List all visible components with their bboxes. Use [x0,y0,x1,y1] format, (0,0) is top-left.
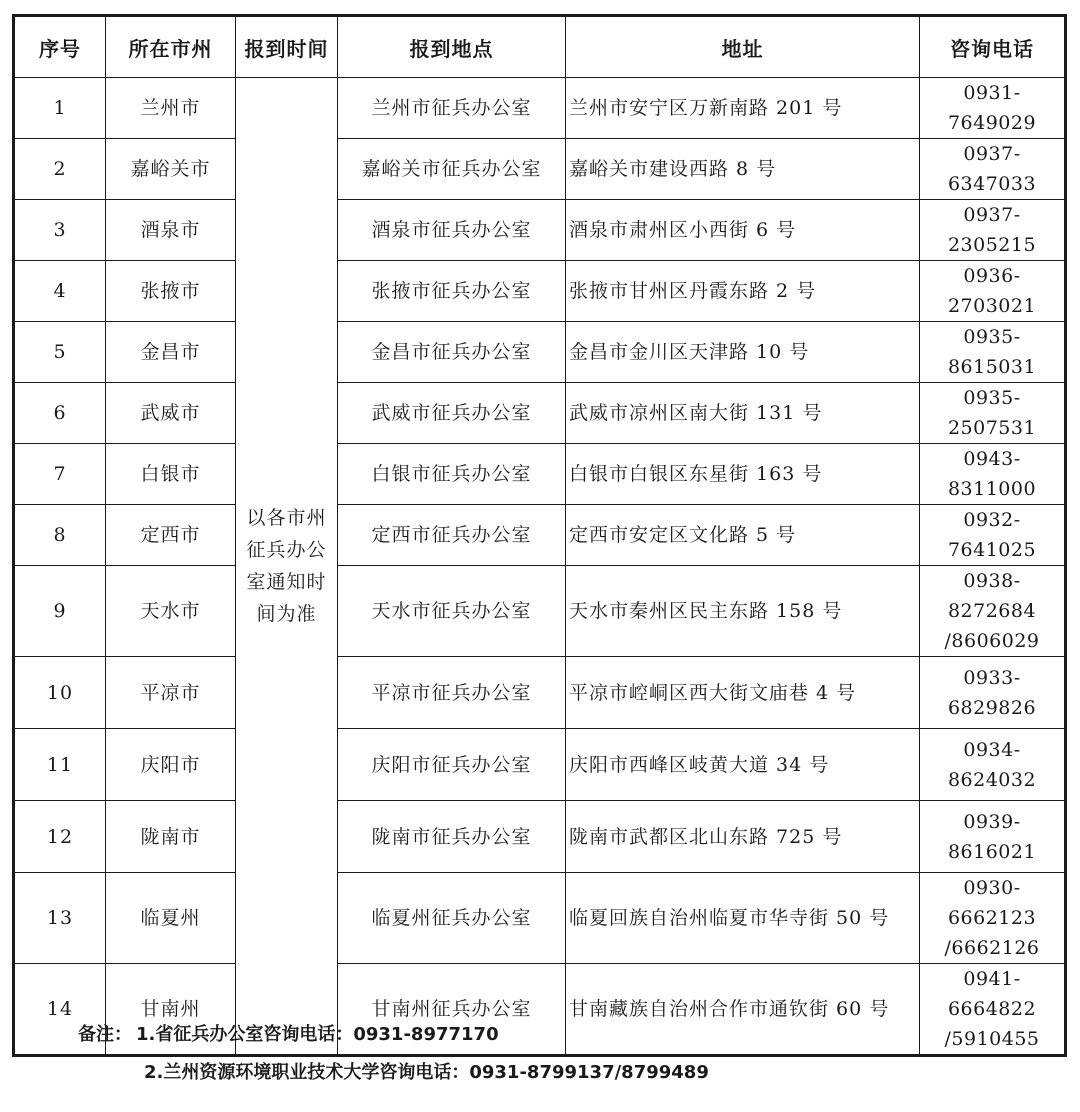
table-row [14,801,1066,873]
row-number: 2 [14,139,106,200]
row-report-place: 白银市征兵办公室 [338,444,566,505]
table-row [14,873,1066,964]
row-city: 临夏州 [106,873,236,964]
row-address: 武威市凉州区南大街 131 号 [566,383,920,444]
row-report-place: 平凉市征兵办公室 [338,657,566,729]
row-address: 兰州市安宁区万新南路 201 号 [566,78,920,139]
table-row [14,139,1066,200]
row-phone: 0943-8311000 [920,444,1066,505]
header-report-place: 报到地点 [338,16,566,78]
row-phone: 0935-8615031 [920,322,1066,383]
row-report-place: 武威市征兵办公室 [338,383,566,444]
row-report-place: 陇南市征兵办公室 [338,801,566,873]
note-line-1 [78,1020,499,1046]
row-phone: 0937-2305215 [920,200,1066,261]
row-report-place: 嘉峪关市征兵办公室 [338,139,566,200]
header-number: 序号 [14,16,106,78]
row-address: 庆阳市西峰区岐黄大道 34 号 [566,729,920,801]
row-number: 3 [14,200,106,261]
row-city: 陇南市 [106,801,236,873]
row-number: 8 [14,505,106,566]
row-phone: 0936-2703021 [920,261,1066,322]
recruitment-table [12,14,1067,1057]
notes-section [0,1010,1080,1112]
row-phone: 0935-2507531 [920,383,1066,444]
row-city: 定西市 [106,505,236,566]
report-time-cell: 以各市州征兵办公室通知时间为准 [236,78,338,1056]
row-city: 天水市 [106,566,236,657]
row-number: 7 [14,444,106,505]
table-row [14,566,1066,657]
row-report-place: 甘南州征兵办公室 [338,964,566,1056]
row-address: 甘南藏族自治州合作市通钦街 60 号 [566,964,920,1056]
row-number: 1 [14,78,106,139]
note-line-2: 2.兰州资源环境职业技术大学咨询电话：0931-8799137/8799489 [144,1062,709,1083]
row-city: 平凉市 [106,657,236,729]
row-phone: 0931-7649029 [920,78,1066,139]
row-report-place: 定西市征兵办公室 [338,505,566,566]
table-body [14,78,1066,1056]
table-row [14,444,1066,505]
row-address: 临夏回族自治州临夏市华寺街 50 号 [566,873,920,964]
header-phone: 咨询电话 [920,16,1066,78]
row-report-place: 兰州市征兵办公室 [338,78,566,139]
row-phone: 0934-8624032 [920,729,1066,801]
row-phone: 0932-7641025 [920,505,1066,566]
row-address: 金昌市金川区天津路 10 号 [566,322,920,383]
table-row [14,657,1066,729]
row-city: 甘南州 [106,964,236,1056]
header-address: 地址 [566,16,920,78]
row-address: 嘉峪关市建设西路 8 号 [566,139,920,200]
row-number: 12 [14,801,106,873]
row-address: 天水市秦州区民主东路 158 号 [566,566,920,657]
row-number: 6 [14,383,106,444]
row-city: 兰州市 [106,78,236,139]
table-row [14,729,1066,801]
row-address: 陇南市武都区北山东路 725 号 [566,801,920,873]
row-phone: 0939-8616021 [920,801,1066,873]
row-number: 10 [14,657,106,729]
row-phone: 0937-6347033 [920,139,1066,200]
row-report-place: 金昌市征兵办公室 [338,322,566,383]
row-number: 4 [14,261,106,322]
row-city: 武威市 [106,383,236,444]
row-city: 白银市 [106,444,236,505]
row-city: 酒泉市 [106,200,236,261]
row-address: 白银市白银区东星街 163 号 [566,444,920,505]
table-row [14,78,1066,139]
row-report-place: 庆阳市征兵办公室 [338,729,566,801]
table-row [14,383,1066,444]
row-phone: 0938-8272684 /8606029 [920,566,1066,657]
header-report-time: 报到时间 [236,16,338,78]
row-number: 9 [14,566,106,657]
header-city: 所在市州 [106,16,236,78]
row-phone: 0933-6829826 [920,657,1066,729]
row-address: 酒泉市肃州区小西街 6 号 [566,200,920,261]
row-city: 金昌市 [106,322,236,383]
row-city: 嘉峪关市 [106,139,236,200]
table-row [14,505,1066,566]
row-report-place: 张掖市征兵办公室 [338,261,566,322]
row-city: 张掖市 [106,261,236,322]
note-province-phone: 1.省征兵办公室咨询电话：0931-8977170 [136,1024,499,1045]
table-row [14,200,1066,261]
row-number: 14 [14,964,106,1056]
row-report-place: 天水市征兵办公室 [338,566,566,657]
row-address: 张掖市甘州区丹霞东路 2 号 [566,261,920,322]
row-address: 定西市安定区文化路 5 号 [566,505,920,566]
table-row [14,322,1066,383]
table-row [14,261,1066,322]
row-report-place: 临夏州征兵办公室 [338,873,566,964]
notes-label: 备注： [78,1024,132,1045]
row-phone: 0941-6664822 /5910455 [920,964,1066,1056]
row-number: 11 [14,729,106,801]
row-number: 5 [14,322,106,383]
row-number: 13 [14,873,106,964]
table-header-row [14,16,1066,78]
row-city: 庆阳市 [106,729,236,801]
row-report-place: 酒泉市征兵办公室 [338,200,566,261]
row-address: 平凉市崆峒区西大街文庙巷 4 号 [566,657,920,729]
row-phone: 0930-6662123 /6662126 [920,873,1066,964]
